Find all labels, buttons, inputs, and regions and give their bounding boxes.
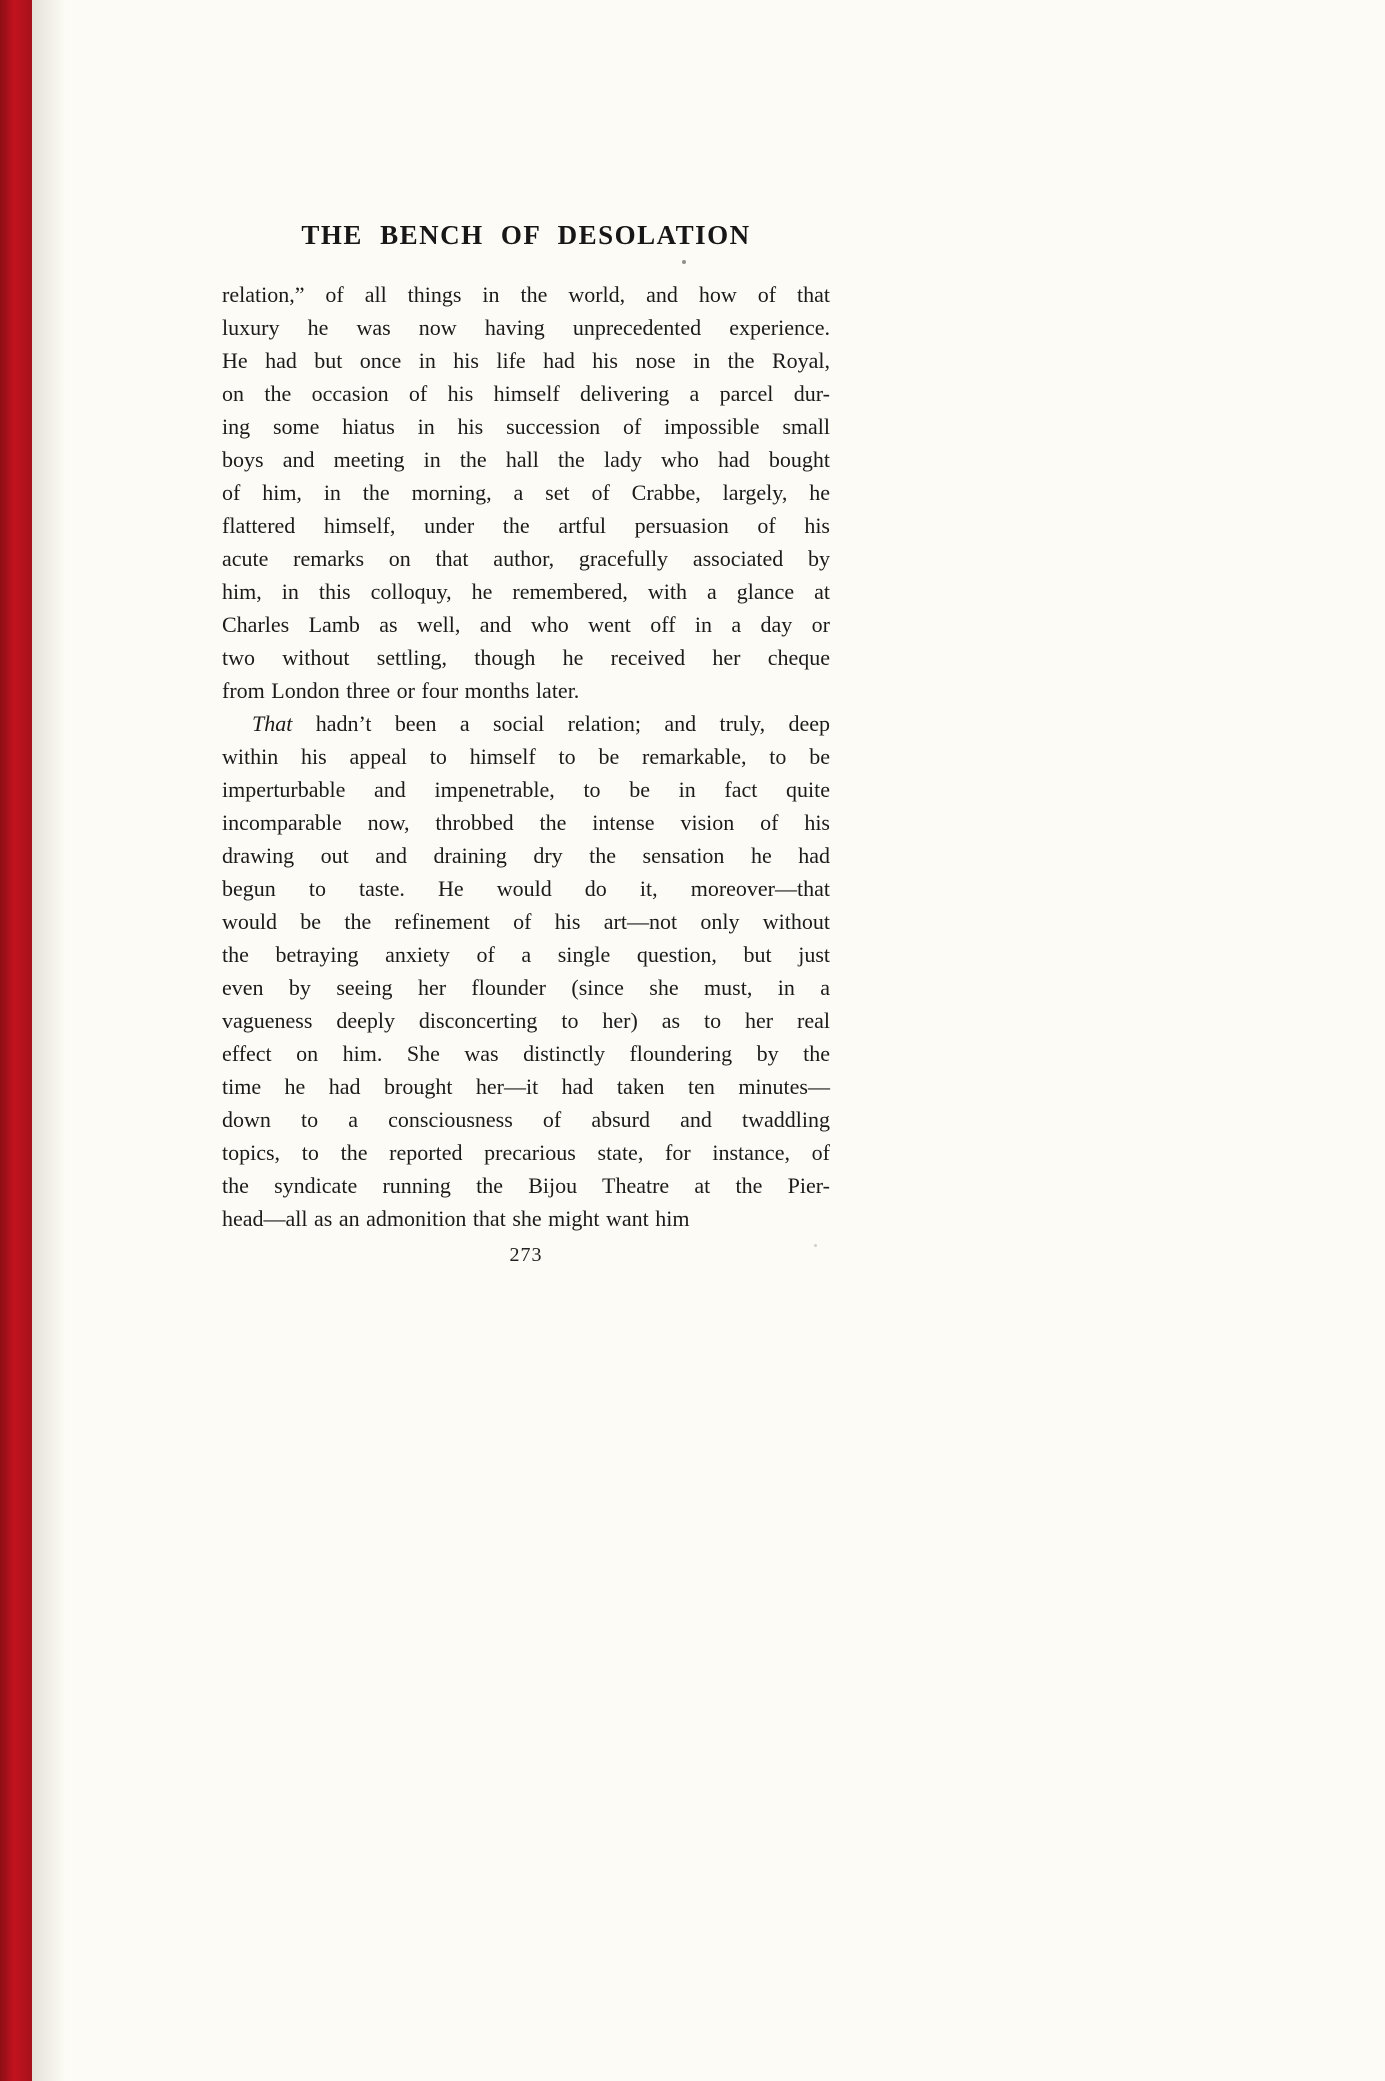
text-line: down to a consciousness of absurd and twaddling [222,1107,830,1132]
text-line: boys and meeting in the hall the lady who had bought [222,447,830,472]
text-line: of him, in the morning, a set of Crabbe, largely, he [222,480,830,505]
text-line: That hadn’t been a social relation; and truly, deep [252,711,830,736]
text-line: imperturbable and impenetrable, to be in fact quite [222,777,830,802]
page-title: THE BENCH OF DESOLATION [301,220,751,250]
page-number: 273 [509,1244,543,1266]
text-line: within his appeal to himself to be remarkable, to be [222,744,830,769]
text-line: flattered himself, under the artful persuasion of his [222,513,830,538]
text-line: topics, to the reported precarious state, for instance, of [222,1140,830,1165]
text-line: would be the refinement of his art—not only without [222,909,830,934]
text-line: He had but once in his life had his nose in the Royal, [222,348,830,373]
text-block [222,218,830,1267]
text-line: the syndicate running the Bijou Theatre at the Pier- [222,1173,830,1198]
text-line: head—all as an admonition that she might want him [222,1206,690,1231]
text-line: Charles Lamb as well, and who went off in a day or [222,612,830,637]
text-line: him, in this colloquy, he remembered, with a glance at [222,579,830,604]
paragraph [222,278,830,707]
text-line: effect on him. She was distinctly floundering by the [222,1041,830,1066]
text-line: the betraying anxiety of a single question, but just [222,942,830,967]
italic-text: That [252,711,293,736]
text-line: two without settling, though he received her cheque [222,645,830,670]
text-line: begun to taste. He would do it, moreover—that [222,876,830,901]
text-line: incomparable now, throbbed the intense vision of his [222,810,830,835]
page-gutter-shadow [32,0,66,2081]
text-line: relation,” of all things in the world, and how of that [222,282,830,307]
text-line: ing some hiatus in his succession of impossible small [222,414,830,439]
text-line: luxury he was now having unprecedented experience. [222,315,830,340]
text-line: vagueness deeply disconcerting to her) as to her real [222,1008,830,1033]
paragraph [222,707,830,1235]
text-line: acute remarks on that author, gracefully associated by [222,546,830,571]
book-cover-edge [0,0,32,2081]
text-line: time he had brought her—it had taken ten minutes— [222,1074,830,1099]
text-line: even by seeing her flounder (since she must, in a [222,975,830,1000]
text-line: on the occasion of his himself delivering a parcel dur- [222,381,830,406]
body-text [222,278,830,1235]
text-line: drawing out and draining dry the sensation he had [222,843,830,868]
text-line: from London three or four months later. [222,678,580,703]
